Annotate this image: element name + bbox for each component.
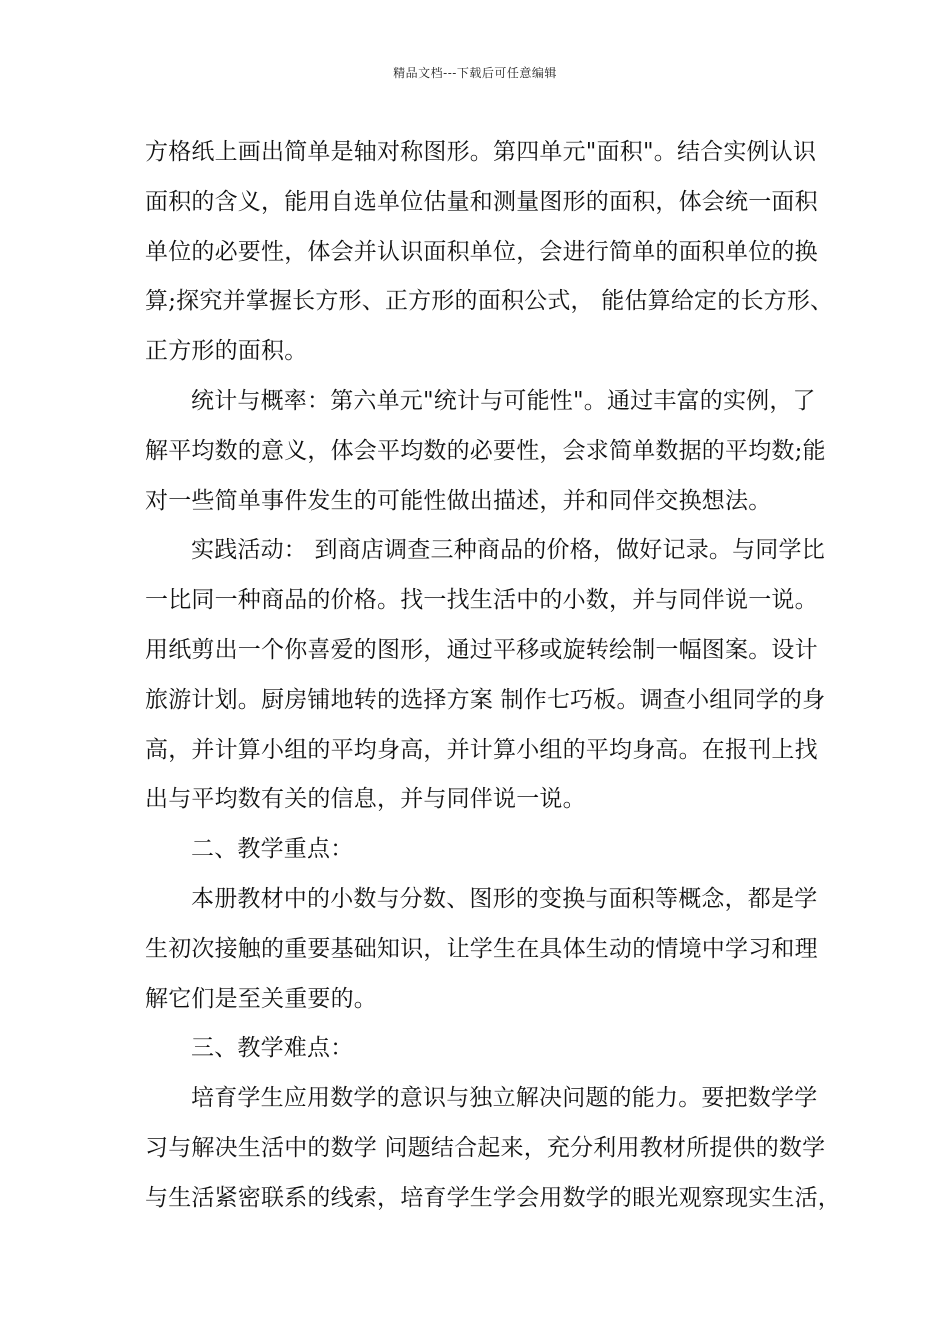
document-body — [145, 128, 841, 1224]
section-heading: 三、教学难点： — [191, 1035, 354, 1062]
text-line: 旅游计划。厨房铺地转的选择方案 制作七巧板。调查小组同学的身 — [145, 686, 826, 713]
text-line: 习与解决生活中的数学 问题结合起来，充分利用教材所提供的数学 — [145, 1134, 826, 1161]
text-line: 面积的含义，能用自选单位估量和测量图形的面积，体会统一面积 — [145, 188, 818, 215]
text-line: 单位的必要性，体会并认识面积单位，会进行简单的面积单位的换 — [145, 238, 818, 265]
paragraph-start-line: 本册教材中的小数与分数、图形的变换与面积等概念，都是学 — [191, 885, 818, 912]
text-line: 出与平均数有关的信息，并与同伴说一说。 — [145, 786, 586, 813]
text-line: 与生活紧密联系的线索，培育学生学会用数学的眼光观察现实生活， — [145, 1184, 841, 1211]
text-line: 算;探究并掌握长方形、正方形的面积公式， 能估算给定的长方形、 — [145, 288, 834, 315]
paragraph-start-line: 实践活动： 到商店调查三种商品的价格，做好记录。与同学比 — [191, 537, 825, 564]
section-heading: 二、教学重点： — [191, 836, 354, 863]
text-line: 解它们是至关重要的。 — [145, 985, 377, 1012]
text-line: 高，并计算小组的平均身高，并计算小组的平均身高。在报刊上找 — [145, 736, 818, 763]
paragraph-start-line: 培育学生应用数学的意识与独立解决问题的能力。要把数学学 — [191, 1085, 818, 1112]
paragraph-start-line: 统计与概率：第六单元"统计与可能性"。通过丰富的实例，了 — [191, 387, 816, 414]
text-line: 一比同一种商品的价格。找一找生活中的小数，并与同伴说一说。 — [145, 587, 818, 614]
text-line: 解平均数的意义，体会平均数的必要性，会求简单数据的平均数;能 — [145, 437, 826, 464]
text-line: 生初次接触的重要基础知识，让学生在具体生动的情境中学习和理 — [145, 935, 818, 962]
text-line: 对一些简单事件发生的可能性做出描述，并和同伴交换想法。 — [145, 487, 772, 514]
page-header: 精品文档---下载后可任意编辑 — [393, 66, 557, 80]
text-line: 用纸剪出一个你喜爱的图形，通过平移或旋转绘制一幅图案。设计 — [145, 636, 818, 663]
text-line: 正方形的面积。 — [145, 338, 308, 365]
text-line: 方格纸上画出简单是轴对称图形。第四单元"面积"。结合实例认识 — [145, 139, 817, 165]
